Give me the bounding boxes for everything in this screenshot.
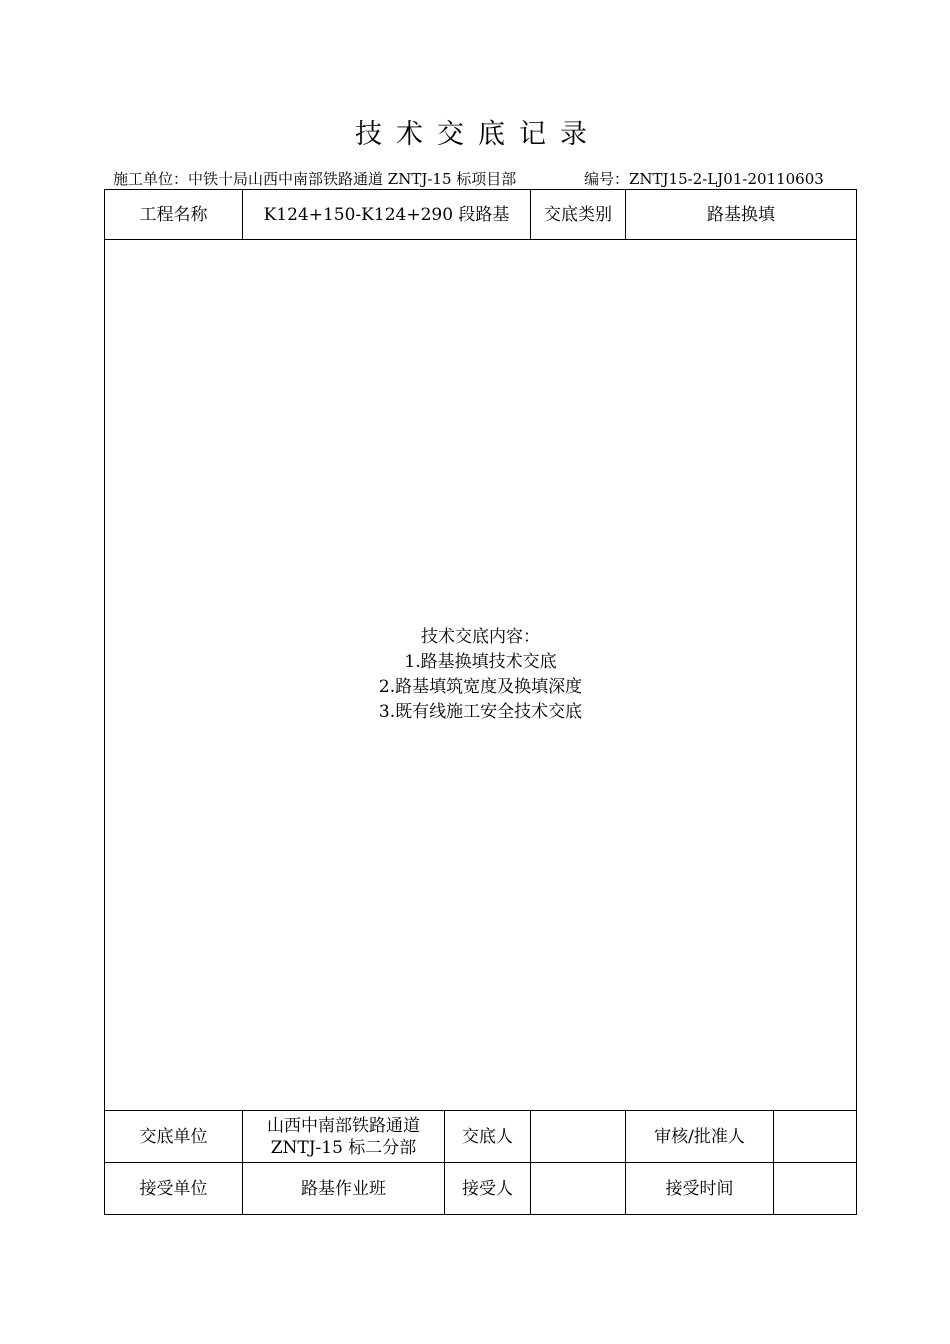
receiver-label: 接受人 [445, 1163, 531, 1215]
receiver-value [531, 1163, 626, 1215]
content-item: 3.既有线施工安全技术交底 [378, 702, 583, 722]
disclosing-unit-value [243, 1111, 445, 1163]
receiving-row [105, 1163, 857, 1215]
receive-time-value [774, 1163, 857, 1215]
receive-time-label: 接受时间 [626, 1163, 774, 1215]
discloser-label: 交底人 [445, 1111, 531, 1163]
category-label: 交底类别 [531, 190, 626, 240]
reviewer-value [774, 1111, 857, 1163]
reviewer-label: 审核/批准人 [626, 1111, 774, 1163]
project-row [105, 190, 857, 240]
receiving-unit-label: 接受单位 [105, 1163, 243, 1215]
disclosing-unit-line1: 山西中南部铁路通道 [267, 1115, 420, 1136]
content-item: 1.路基换填技术交底 [404, 652, 557, 672]
document-title: 技术交底记录 [355, 119, 601, 150]
disclosure-table [104, 189, 857, 1215]
content-cell [105, 240, 857, 1111]
disclosing-unit-line2: ZNTJ-15 标二分部 [270, 1137, 417, 1158]
receiving-unit-value: 路基作业班 [243, 1163, 445, 1215]
construction-unit: 施工单位：中铁十局山西中南部铁路通道 ZNTJ-15 标项目部 [113, 170, 517, 188]
content-row [105, 240, 857, 1111]
disclosing-unit-label: 交底单位 [105, 1111, 243, 1163]
disclosing-row [105, 1111, 857, 1163]
project-name-value: K124+150-K124+290 段路基 [243, 190, 531, 240]
serial-number: 编号：ZNTJ15-2-LJ01-20110603 [584, 170, 824, 188]
category-value: 路基换填 [626, 190, 857, 240]
content-heading: 技术交底内容： [421, 627, 540, 647]
project-name-label: 工程名称 [105, 190, 243, 240]
discloser-value [531, 1111, 626, 1163]
content-item: 2.路基填筑宽度及换填深度 [378, 677, 583, 697]
